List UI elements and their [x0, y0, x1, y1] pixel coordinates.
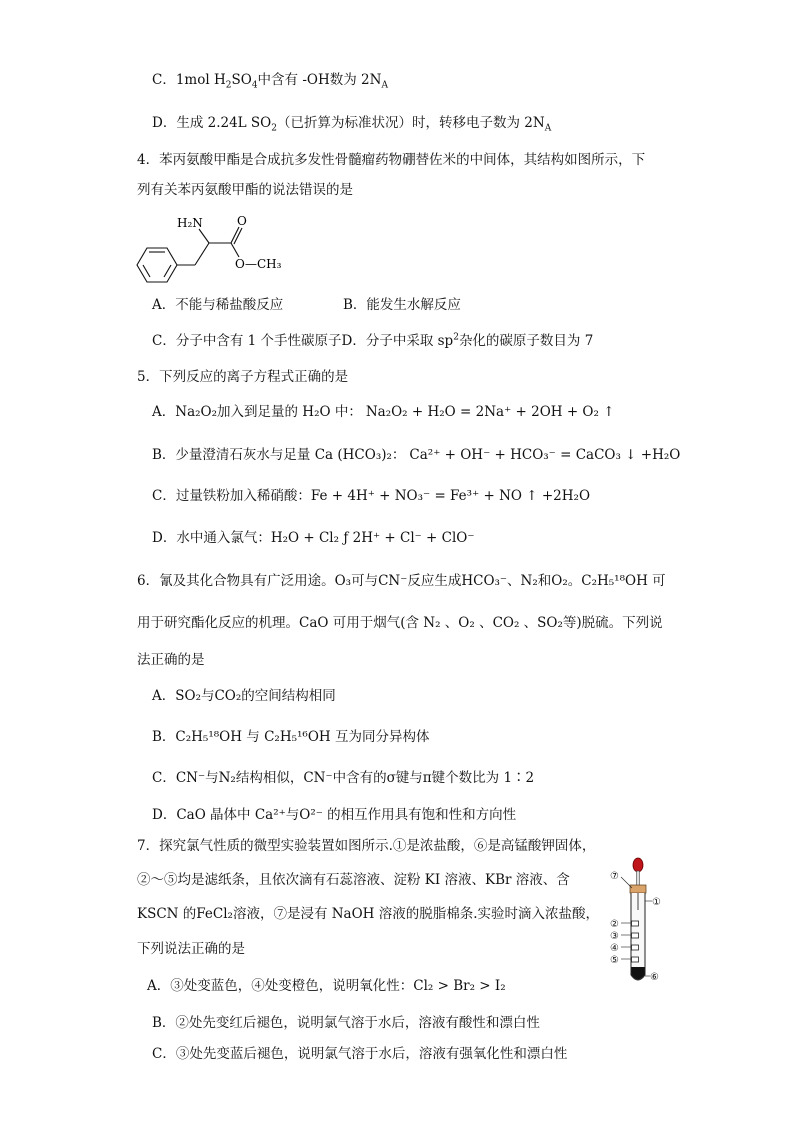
- q6-option-c: C．CN⁻与N₂结构相似，CN⁻中含有的σ键与π键个数比为 1∶2: [152, 770, 535, 786]
- q6-stem-line3: 法正确的是: [137, 652, 205, 668]
- label-3: ③: [610, 931, 619, 942]
- label-1: ①: [652, 897, 661, 908]
- q5-option-b: B．少量澄清石灰水与足量 Ca (HCO₃)₂： Ca²⁺ + OH⁻ + HCO₃⁻ = CaCO₃ ↓ +H₂O: [152, 447, 681, 463]
- q6-option-d: D．CaO 晶体中 Ca²⁺与O²⁻ 的相互作用具有饱和性和方向性: [152, 807, 517, 823]
- nh2-label: H₂N: [177, 216, 203, 230]
- label-4: ④: [610, 943, 619, 954]
- q4-stem-line2: 列有关苯丙氨酸甲酯的说法错误的是: [137, 182, 353, 198]
- q6-option-a: A．SO₂与CO₂的空间结构相同: [152, 688, 336, 704]
- q7-option-a: A．③处变蓝色，④处变橙色，说明氧化性：Cl₂ > Br₂ > I₂: [147, 978, 506, 994]
- q6-stem-line1: 6．氰及其化合物具有广泛用途。O₃可与CN⁻反应生成HCO₃⁻、N₂和O₂。C₂H₅¹⁸OH 可: [137, 573, 666, 589]
- stopper: [630, 885, 646, 893]
- q7-stem-line2: ②～⑤均是滤纸条，且依次滴有石蕊溶液、淀粉 KI 溶液、KBr 溶液、含: [137, 872, 570, 888]
- q4-option-c: C．分子中含有 1 个手性碳原子: [152, 333, 342, 349]
- micro-experiment-apparatus: [608, 855, 678, 995]
- q7-stem-line1: 7．探究氯气性质的微型实验装置如图所示.①是浓盐酸，⑥是高锰酸钾固体，: [137, 838, 596, 854]
- q4-option-d: D．分子中采取 sp: [341, 333, 454, 349]
- q4-option-b: B．能发生水解反应: [343, 297, 461, 313]
- q4-stem-line1: 4．苯丙氨酸甲酯是合成抗多发性骨髓瘤药物硼替佐米的中间体，其结构如图所示，下: [137, 152, 646, 168]
- label-2: ②: [610, 919, 619, 930]
- label-5: ⑤: [610, 955, 619, 966]
- phenylalanine-methyl-ester-structure: [133, 213, 303, 283]
- q7-option-c: C．③处先变蓝后褪色，说明氯气溶于水后，溶液有强氧化性和漂白性: [152, 1046, 568, 1062]
- q5-stem: 5．下列反应的离子方程式正确的是: [137, 369, 349, 385]
- q4-option-cd: C．分子中含有 1 个手性碳原子D．分子中采取 $sp^2$杂化的碳原子数目为 7: [152, 332, 594, 349]
- methyl-label: —CH₃: [245, 257, 282, 271]
- q7-option-b: B．②处先变红后褪色，说明氯气溶于水后，溶液有酸性和漂白性: [152, 1015, 540, 1031]
- q6-stem-line2: 用于研究酯化反应的机理。CaO 可用于烟气(含 N₂ 、O₂ 、CO₂ 、SO₂等)脱硫。下列说: [137, 615, 663, 631]
- label-7: ⑦: [610, 871, 619, 882]
- q3-option-c: C．1mol $H_2SO_4$中含有 -OH数为 $2N_A$: [152, 72, 388, 91]
- q4-option-a: A．不能与稀盐酸反应: [152, 297, 284, 313]
- q5-option-a: A．Na₂O₂加入到足量的 H₂O 中： Na₂O₂ + H₂O = 2Na⁺ + 2OH + O₂ ↑: [152, 404, 615, 420]
- q7-stem-line4: 下列说法正确的是: [137, 941, 245, 957]
- q7-stem-line3: KSCN 的FeCl₂溶液，⑦是浸有 NaOH 溶液的脱脂棉条.实验时滴入浓盐酸，: [137, 906, 600, 922]
- ester-o-label: O: [235, 257, 245, 271]
- q3-option-d: D．生成 2.24L $SO_2$（已折算为标准状况）时，转移电子数为 $2N_A$: [152, 115, 552, 134]
- dropper-bulb: [633, 858, 643, 872]
- q5-option-d: D．水中通入氯气：H₂O + Cl₂ ƒ 2H⁺ + Cl⁻ + ClO⁻: [152, 530, 475, 546]
- q5-option-c: C．过量铁粉加入稀硝酸：Fe + 4H⁺ + NO₃⁻ = Fe³⁺ + NO ↑ +2H₂O: [152, 488, 591, 504]
- label-6: ⑥: [650, 972, 659, 983]
- carbonyl-o-label: O: [237, 214, 247, 228]
- q6-option-b: B．C₂H₅¹⁸OH 与 C₂H₅¹⁶OH 互为同分异构体: [152, 729, 430, 745]
